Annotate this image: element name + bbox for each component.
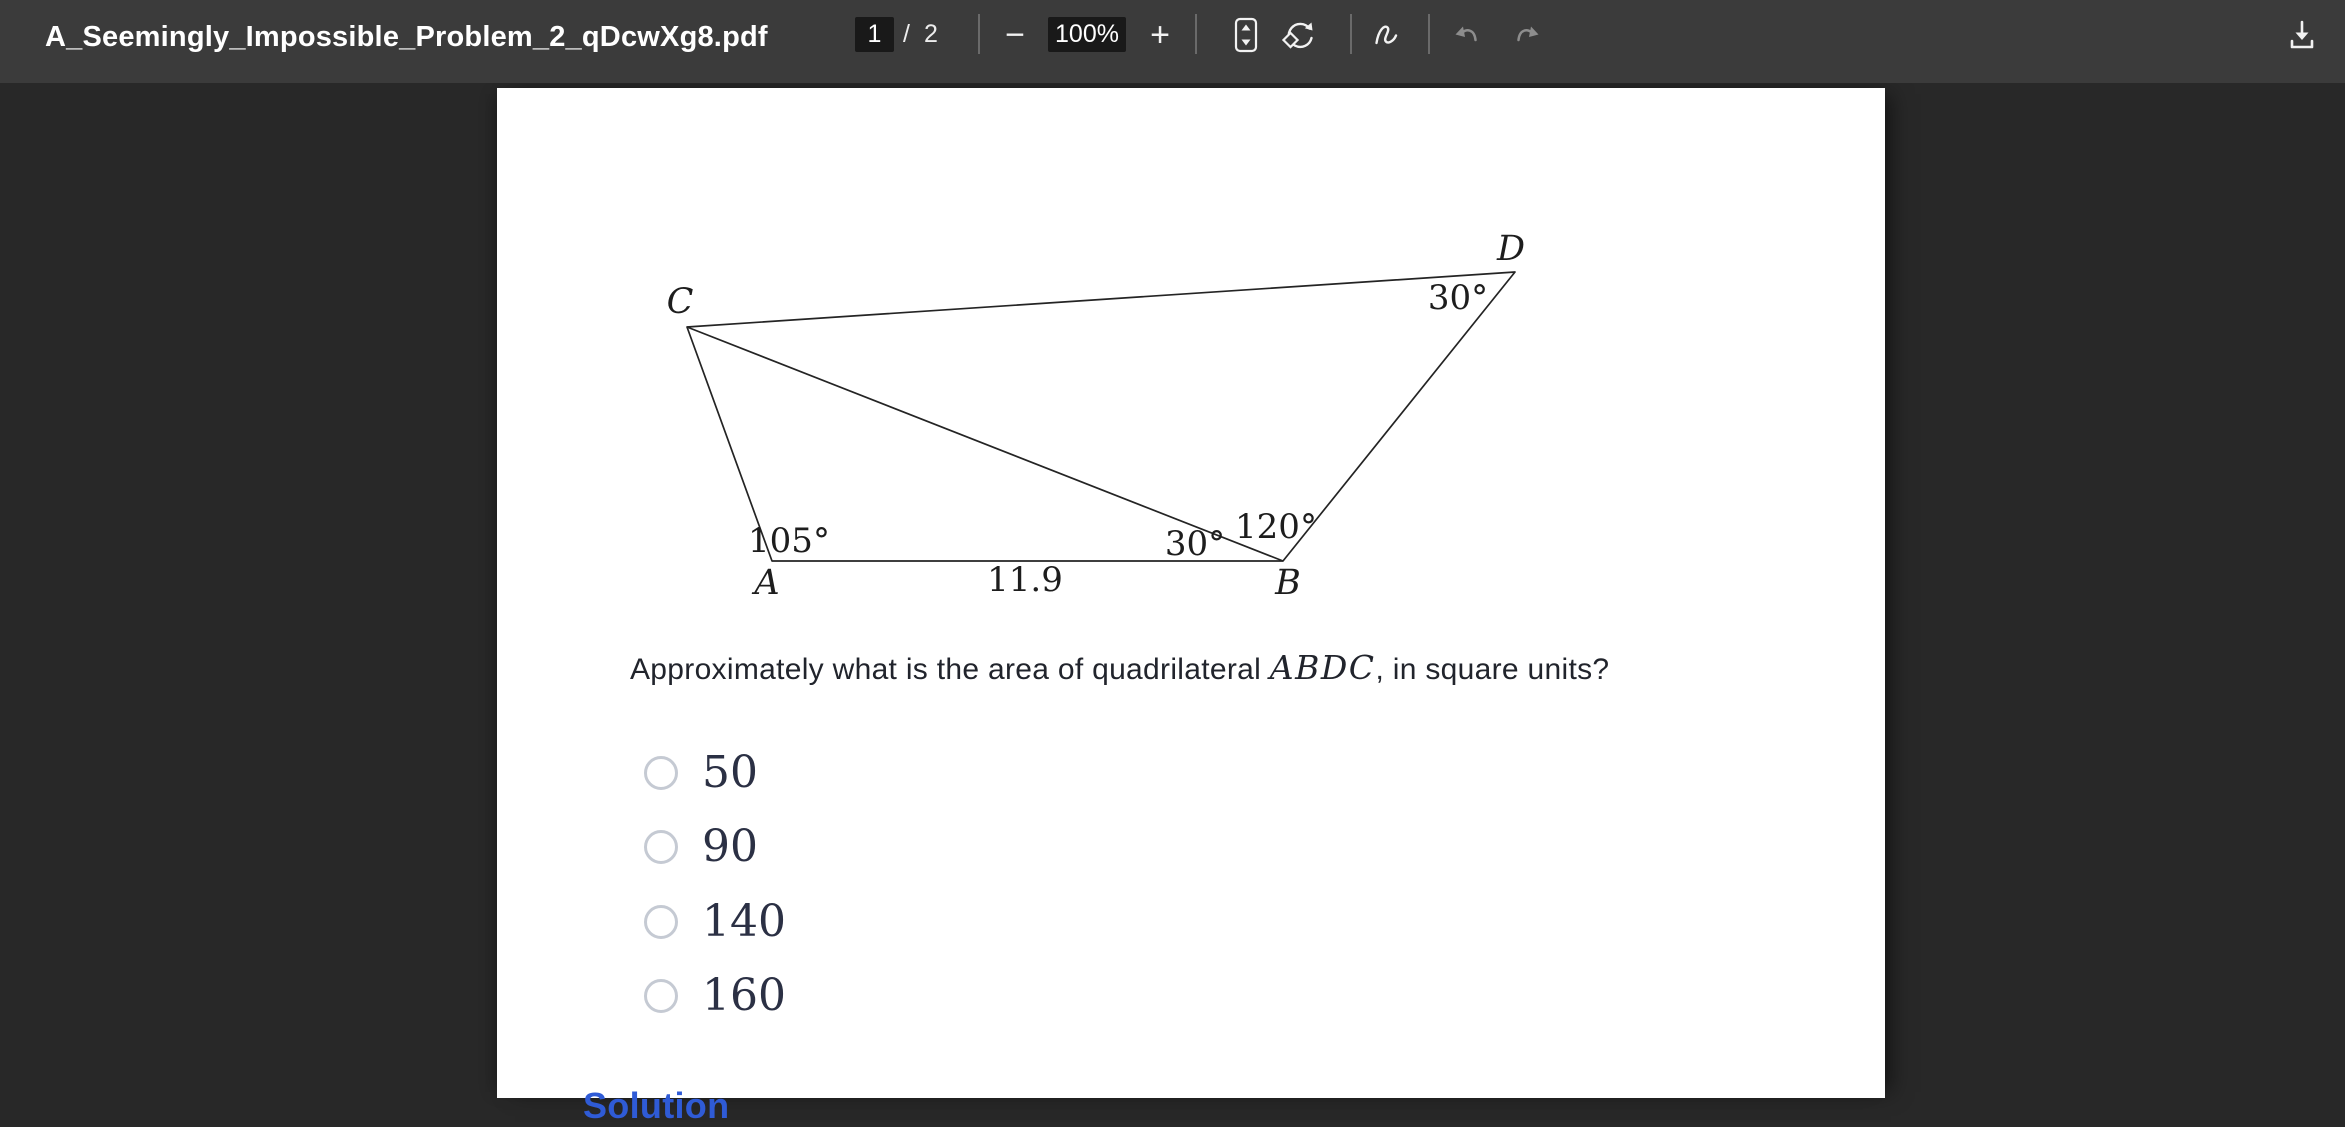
radio-choice-160[interactable] [644, 979, 678, 1013]
choice-label[interactable]: 50 [702, 747, 758, 798]
choice-row [644, 747, 758, 798]
toolbar-separator [1195, 14, 1197, 54]
undo-button[interactable] [1453, 22, 1483, 50]
undo-icon [1454, 24, 1482, 48]
rotate-button[interactable] [1281, 16, 1319, 54]
side-length-AB: 11.9 [987, 560, 1063, 600]
angle-label-B-diagonal: 30° [1164, 524, 1226, 564]
page-number-input[interactable] [855, 17, 894, 52]
choice-row [644, 896, 786, 947]
vertex-label-C: C [666, 282, 694, 322]
fit-to-page-button[interactable] [1230, 14, 1262, 56]
zoom-out-button[interactable] [998, 17, 1032, 52]
redo-button[interactable] [1511, 22, 1541, 50]
question-prefix: Approximately what is the area of quadrilateral [630, 653, 1270, 686]
pdf-toolbar [0, 0, 2345, 83]
draw-icon [1373, 21, 1405, 49]
question-math-ABDC: ABDC [1269, 648, 1376, 687]
page-divider: / [903, 20, 910, 48]
download-button[interactable] [2286, 16, 2318, 54]
angle-label-B-interior: 120° [1235, 507, 1317, 547]
question-text [630, 648, 1810, 687]
toolbar-separator [1428, 14, 1430, 54]
vertex-label-A: A [754, 563, 780, 603]
pdf-page [497, 88, 1885, 1126]
choice-label[interactable]: 140 [702, 896, 786, 947]
fit-to-page-icon [1232, 16, 1260, 54]
toolbar-separator [978, 14, 980, 54]
choice-label[interactable]: 160 [702, 970, 786, 1021]
zoom-in-icon: + [1150, 15, 1170, 54]
vertex-label-D: D [1496, 229, 1526, 269]
choice-label[interactable]: 90 [702, 821, 758, 872]
document-filename: A_Seemingly_Impossible_Problem_2_qDcwXg8.pdf [45, 21, 768, 53]
angle-label-A: 105° [748, 521, 830, 561]
zoom-level-display [1048, 17, 1126, 52]
radio-choice-90[interactable] [644, 830, 678, 864]
radio-choice-50[interactable] [644, 756, 678, 790]
radio-choice-140[interactable] [644, 905, 678, 939]
quadrilateral-diagram [497, 88, 1885, 633]
choice-row [644, 821, 758, 872]
toolbar-separator [1350, 14, 1352, 54]
page-number-value: 1 [867, 20, 882, 48]
rotate-icon [1282, 17, 1318, 53]
page-total: 2 [924, 20, 938, 48]
zoom-out-icon: − [1005, 15, 1025, 54]
zoom-in-button[interactable] [1143, 17, 1177, 52]
quadrilateral-outline [687, 272, 1515, 561]
question-suffix: , in square units? [1375, 653, 1610, 686]
solution-link[interactable]: Solution [583, 1085, 730, 1126]
draw-button[interactable] [1371, 19, 1407, 51]
zoom-level-value: 100% [1055, 20, 1119, 48]
vertex-label-B: B [1275, 563, 1301, 603]
redo-icon [1512, 24, 1540, 48]
download-icon [2288, 19, 2316, 51]
angle-label-D: 30° [1427, 278, 1489, 318]
choice-row [644, 970, 786, 1021]
